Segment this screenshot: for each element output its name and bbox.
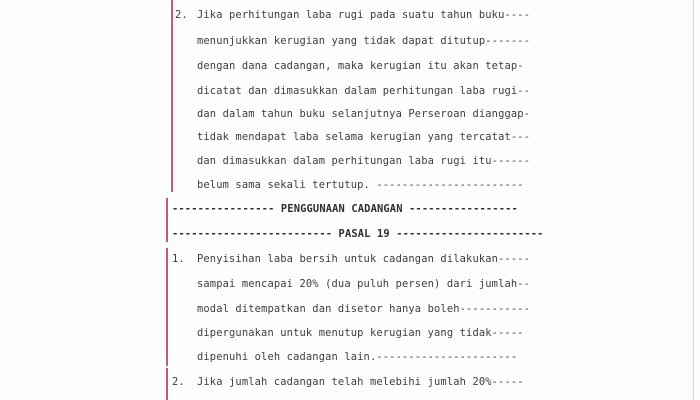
text-line: dipergunakan untuk menutup kerugian yang tidak-----: [197, 327, 524, 339]
item-number: 2.: [175, 9, 188, 21]
text-line: dicatat dan dimasukkan dalam perhitungan laba rugi--: [197, 85, 531, 97]
text-line: dan dalam tahun buku selanjutnya Perseroan dianggap-: [197, 108, 531, 120]
text-line: modal ditempatkan dan disetor hanya boleh-----------: [197, 303, 531, 315]
text-line: dengan dana cadangan, maka kerugian itu akan tetap-: [197, 60, 524, 72]
text-line: dan dimasukkan dalam perhitungan laba rugi itu------: [197, 155, 531, 167]
margin-bar-heading: [166, 198, 168, 242]
item-number: 2.: [172, 376, 185, 388]
text-line: belum sama sekali tertutup. -----------------------: [197, 179, 524, 191]
section-title: ---------------- PENGGUNAAN CADANGAN -----------------: [172, 203, 518, 215]
pasal-heading: ------------------------- PASAL 19 -----------------------: [172, 228, 544, 240]
text-line: Jika perhitungan laba rugi pada suatu tahun buku----: [197, 9, 531, 21]
page-edge-line: [693, 0, 694, 400]
margin-bar-section-1: [171, 0, 173, 192]
item-number: 1.: [172, 253, 185, 265]
text-line: sampai mencapai 20% (dua puluh persen) dari jumlah--: [197, 278, 531, 290]
margin-bar-section-3: [166, 368, 168, 400]
text-line: dipenuhi oleh cadangan lain.----------------------: [197, 351, 518, 363]
margin-bar-section-2: [166, 248, 168, 366]
text-line: Jika jumlah cadangan telah melebihi jumlah 20%-----: [197, 376, 524, 388]
text-line: menunjukkan kerugian yang tidak dapat ditutup-------: [197, 35, 531, 47]
text-line: Penyisihan laba bersih untuk cadangan dilakukan-----: [197, 253, 531, 265]
text-line: tidak mendapat laba selama kerugian yang tercatat---: [197, 131, 531, 143]
